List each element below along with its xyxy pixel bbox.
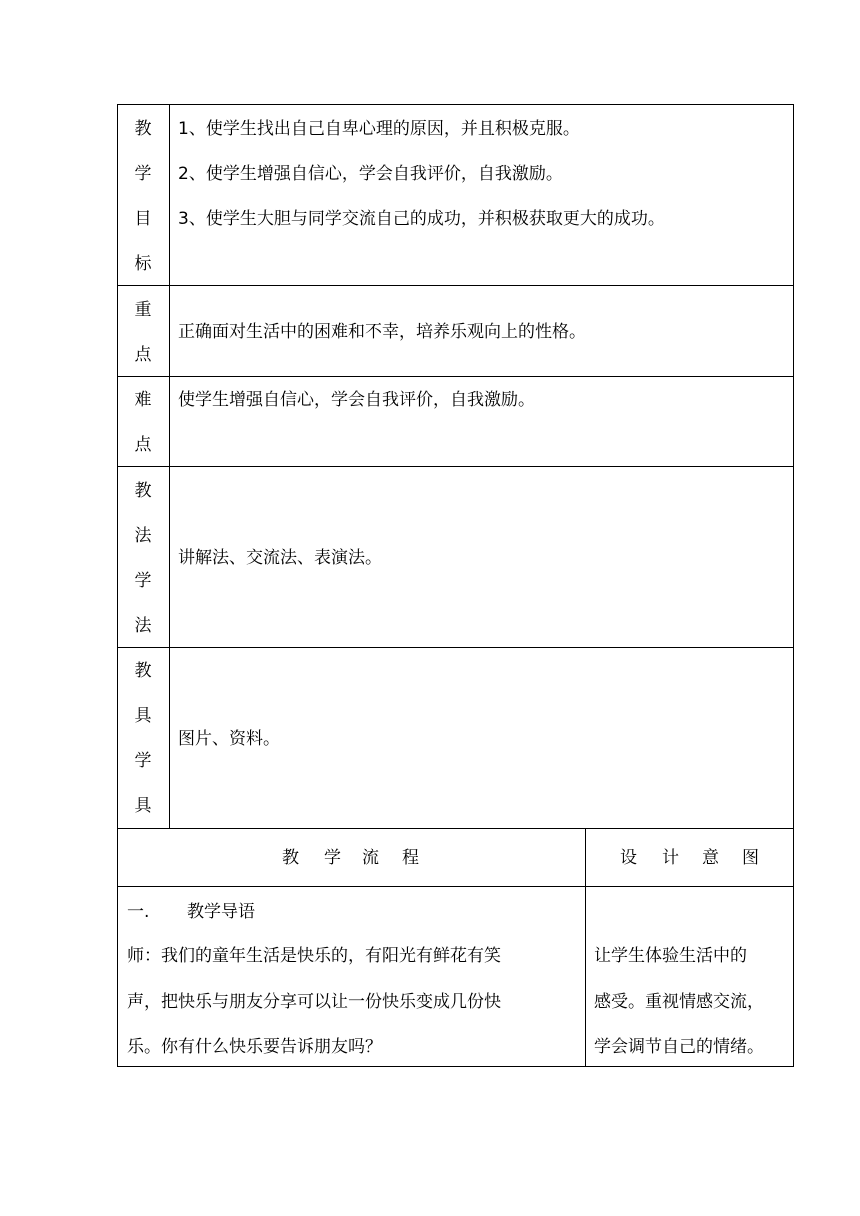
intro-line: 乐。你有什么快乐要告诉朋友吗？ [127, 1037, 382, 1057]
goal-item: 1、使学生找出自己自卑心理的原因，并且积极克服。 [178, 119, 580, 139]
intro-intent-line: 让学生体验生活中的 [594, 946, 747, 966]
goals-label-char: 教 [134, 119, 152, 139]
tools-text: 图片、资料。 [178, 729, 280, 749]
methods-label-char: 法 [134, 616, 152, 636]
difficulties-text: 使学生增强自信心，学会自我评价，自我激励。 [178, 390, 535, 410]
flow-header-left-char: 程 [402, 848, 419, 868]
intro-intent-line: 学会调节自己的情绪。 [594, 1037, 764, 1057]
intro-heading-number: 一. [127, 902, 150, 922]
intro-line: 师：我们的童年生活是快乐的，有阳光有鲜花有笑 [127, 946, 501, 966]
methods-label-char: 学 [134, 571, 152, 591]
flow-header-right-char: 计 [662, 848, 679, 868]
goals-label-char: 标 [134, 254, 152, 274]
difficulties-label-char: 难 [134, 390, 152, 410]
methods-label-char: 法 [134, 526, 152, 546]
flow-header-right-char: 设 [620, 848, 637, 868]
goal-item: 2、使学生增强自信心，学会自我评价，自我激励。 [178, 164, 563, 184]
flow-header-left-char: 流 [362, 848, 379, 868]
key-points-text: 正确面对生活中的困难和不幸，培养乐观向上的性格。 [178, 322, 586, 342]
methods-label-char: 教 [134, 481, 152, 501]
tools-label-char: 具 [134, 796, 152, 816]
flow-header-right-char: 图 [742, 848, 759, 868]
intro-line: 声，把快乐与朋友分享可以让一份快乐变成几份快 [127, 992, 501, 1012]
difficulties-label-char: 点 [134, 435, 152, 455]
goal-item: 3、使学生大胆与同学交流自己的成功，并积极获取更大的成功。 [178, 209, 665, 229]
goals-label-char: 目 [134, 209, 152, 229]
key-points-label-char: 点 [134, 345, 152, 365]
tools-label-char: 教 [134, 661, 152, 681]
intro-intent-line: 感受。重视情感交流， [594, 992, 764, 1012]
tools-label-char: 学 [134, 751, 152, 771]
flow-header-right-char: 意 [702, 848, 719, 868]
flow-header-left-char: 学 [324, 848, 341, 868]
methods-text: 讲解法、交流法、表演法。 [178, 548, 382, 568]
tools-label-char: 具 [134, 706, 152, 726]
goals-label-char: 学 [134, 164, 152, 184]
flow-header-left-char: 教 [282, 848, 299, 868]
key-points-label-char: 重 [134, 300, 152, 320]
intro-heading: 教学导语 [187, 902, 255, 922]
